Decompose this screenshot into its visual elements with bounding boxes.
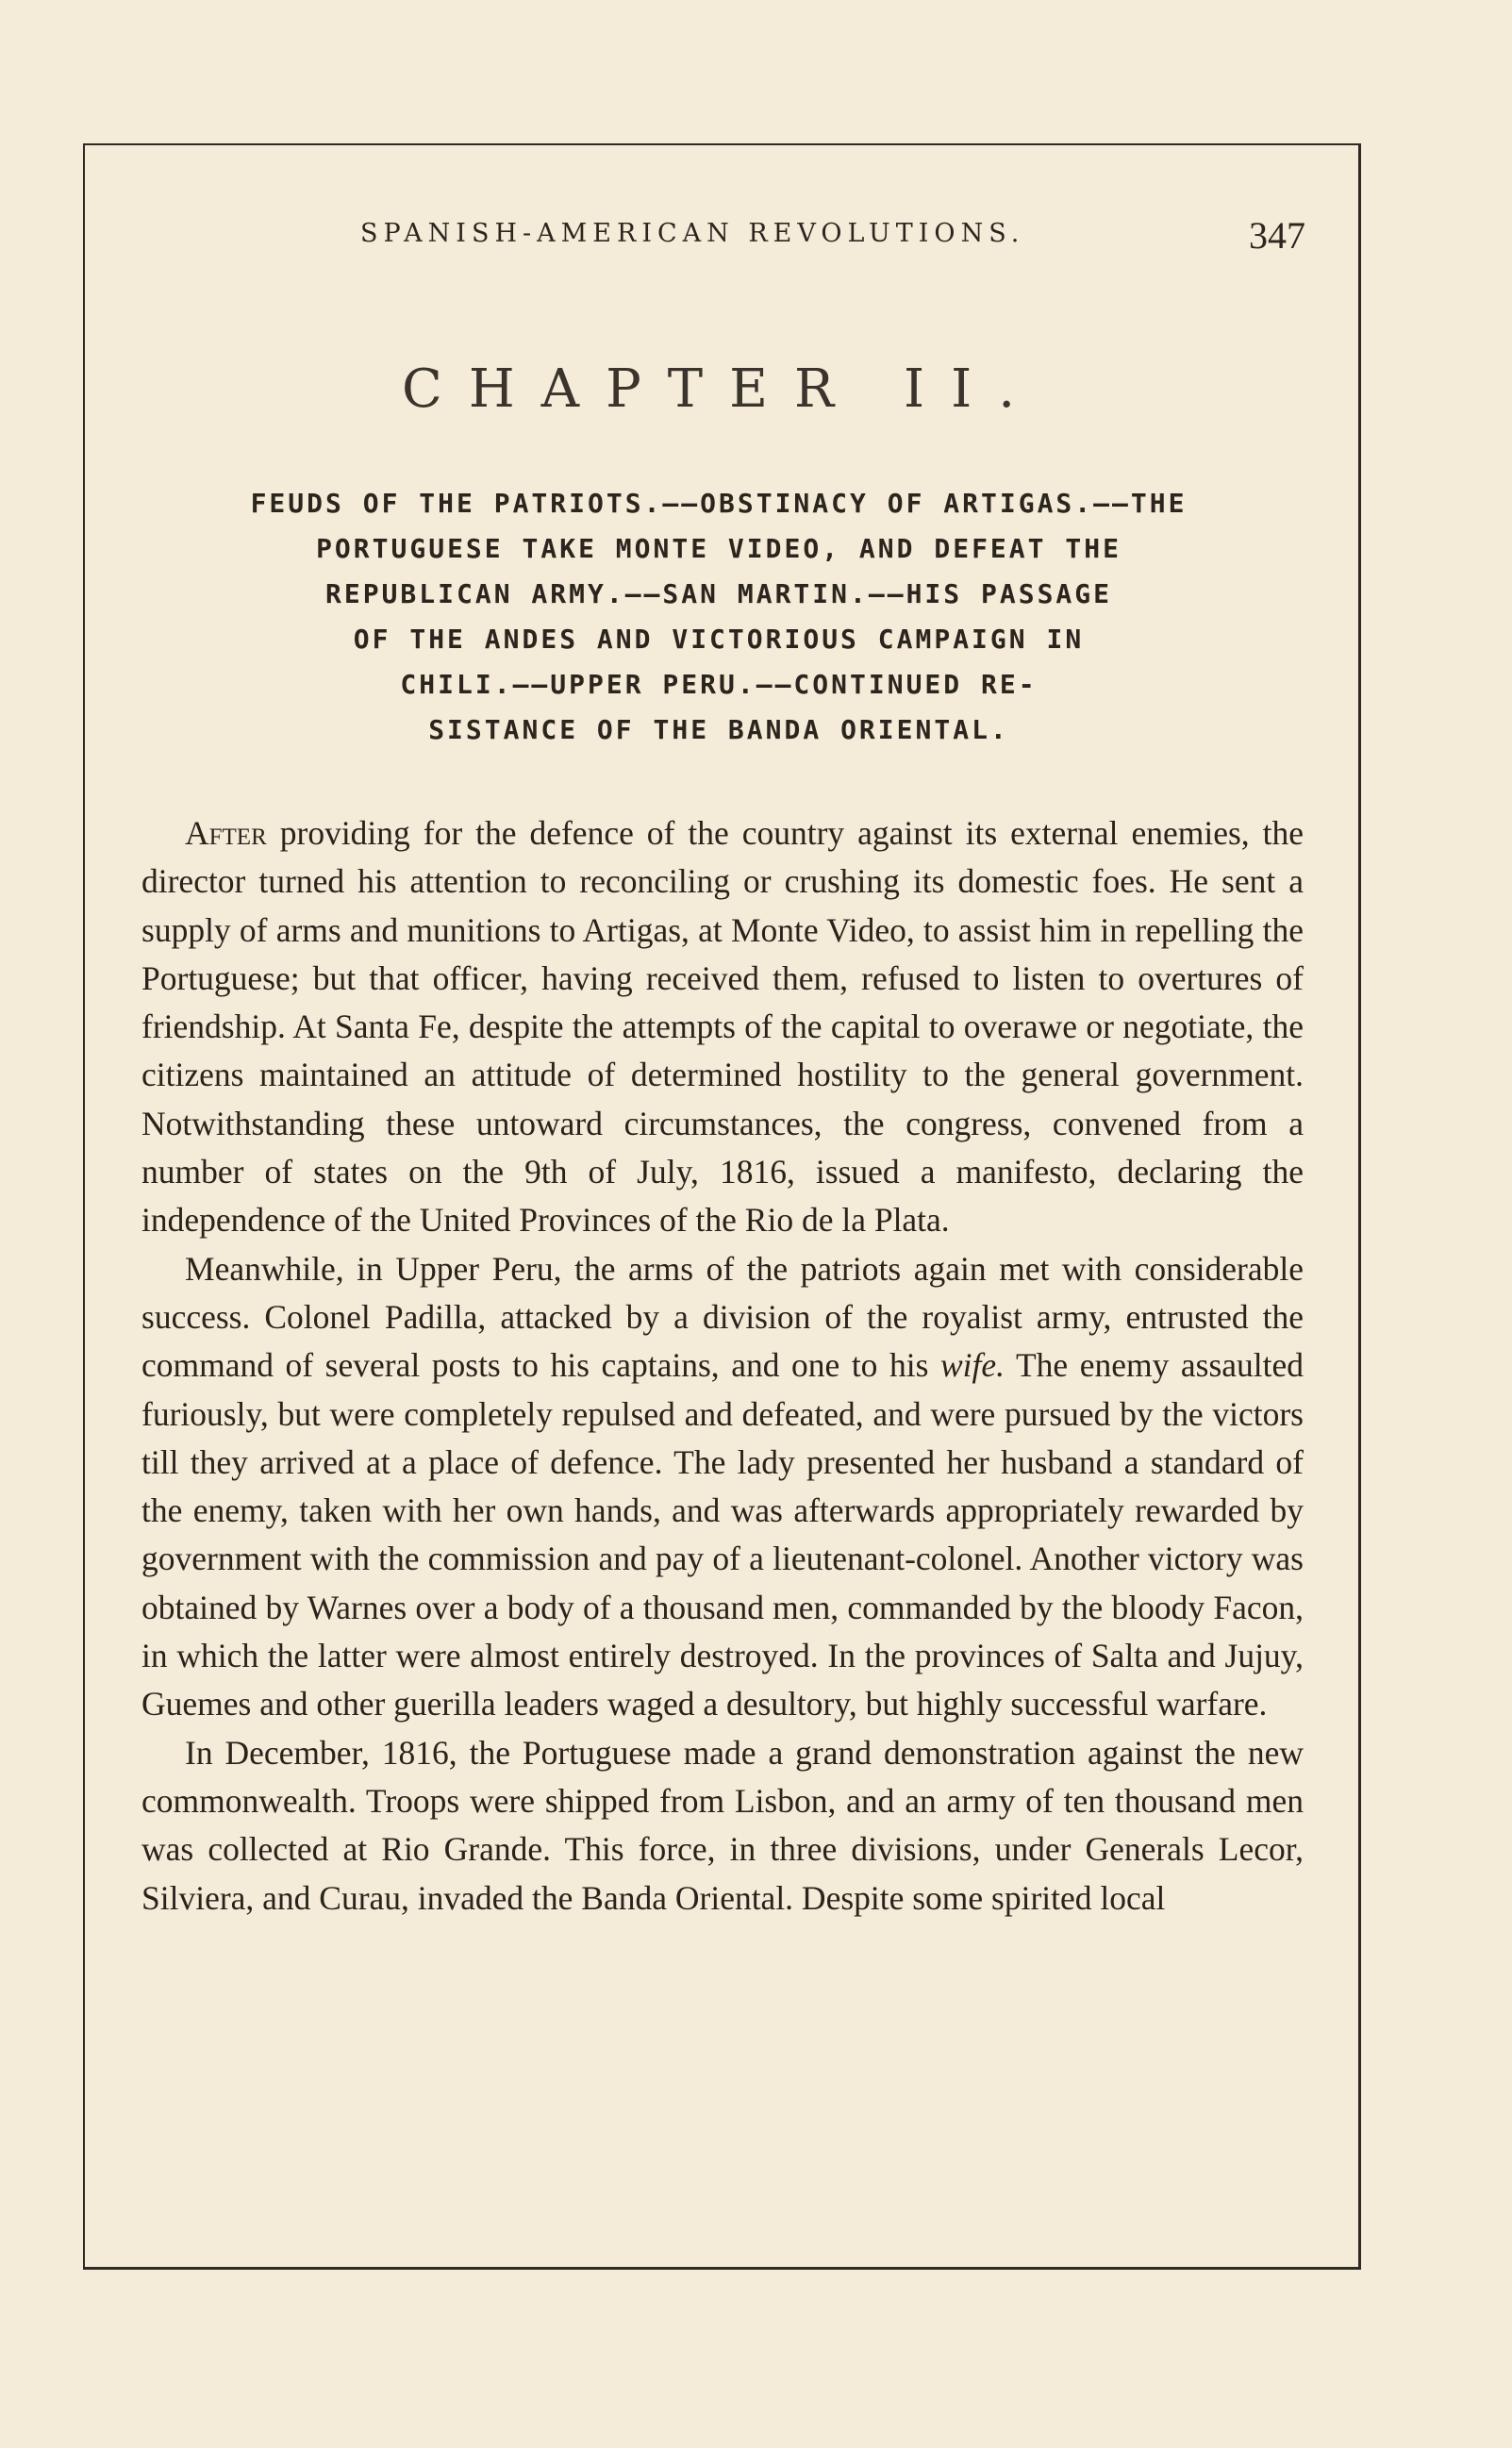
paragraph <box>141 1729 1304 1923</box>
summary-line: FEUDS OF THE PATRIOTS.——OBSTINACY OF ARTIGAS.——THE <box>250 488 1188 519</box>
paragraph <box>141 809 1304 1245</box>
paragraph-text: Meanwhile, in Upper Peru, the arms of the patriots again met with considerable success. Colonel Padilla, attacked by a division of the royalist army, entrusted the command of several posts to his captains, and one to his <box>141 1249 1304 1385</box>
chapter-summary <box>121 481 1317 753</box>
body-text <box>141 809 1304 1923</box>
paragraph-text: The enemy assaulted furiously, but were completely repulsed and defeated, and were pursued by the victors till they arrived at a place of defence. The lady presented her husband a standard of the enemy, taken with her own hands, and was afterwards appropriately rewarded by government with the commission and pay of a lieutenant-colonel. Another victory was obtained by Warnes over a body of a thousand men, commanded by the bloody Facon, in which the latter were almost entirely destroyed. In the provinces of Salta and Jujuy, Guemes and other guerilla leaders waged a desultory, but highly successful warfare. <box>141 1346 1304 1724</box>
page-header <box>85 211 1358 268</box>
summary-line: OF THE ANDES AND VICTORIOUS CAMPAIGN IN <box>353 624 1085 655</box>
summary-line: PORTUGUESE TAKE MONTE VIDEO, AND DEFEAT THE <box>316 533 1122 564</box>
running-head: SPANISH-AMERICAN REVOLUTIONS. <box>360 219 1025 248</box>
chapter-title: CHAPTER II. <box>401 358 1042 420</box>
page-frame <box>83 143 1361 2270</box>
page-number: 347 <box>1249 214 1305 257</box>
summary-line: CHILI.——UPPER PERU.——CONTINUED RE- <box>400 669 1038 700</box>
emphasis-text: wife. <box>939 1346 1005 1385</box>
paragraph <box>141 1245 1304 1729</box>
summary-line: SISTANCE OF THE BANDA ORIENTAL. <box>428 714 1009 745</box>
paragraph-lead: After <box>185 814 267 852</box>
paragraph-text: In December, 1816, the Portuguese made a grand demonstration against the new commonwealth. Troops were shipped from Lisbon, and an army of ten thousand men was collected at Rio Grande. This force, in three divisions, under Generals Lecor, Silviera, and Curau, invaded the Banda Oriental. Despite some spirited local <box>141 1733 1304 1917</box>
summary-line: REPUBLICAN ARMY.——SAN MARTIN.——HIS PASSAGE <box>324 578 1112 609</box>
paragraph-text: providing for the defence of the country against its external enemies, the director turned his attention to reconciling or crushing its domestic foes. He sent a supply of arms and munitions to Artigas, at Monte Video, to assist him in repelling the Portuguese; but that officer, having received them, refused to listen to overtures of friendship. At Santa Fe, despite the attempts of the capital to overawe or negotiate, the citizens maintained an attitude of determined hostility to the general government. Notwithstanding these untoward circumstances, the congress, convened from a number of states on the 9th of July, 1816, issued a manifesto, declaring the independence of the United Provinces of the Rio de la Plata. <box>141 814 1304 1240</box>
